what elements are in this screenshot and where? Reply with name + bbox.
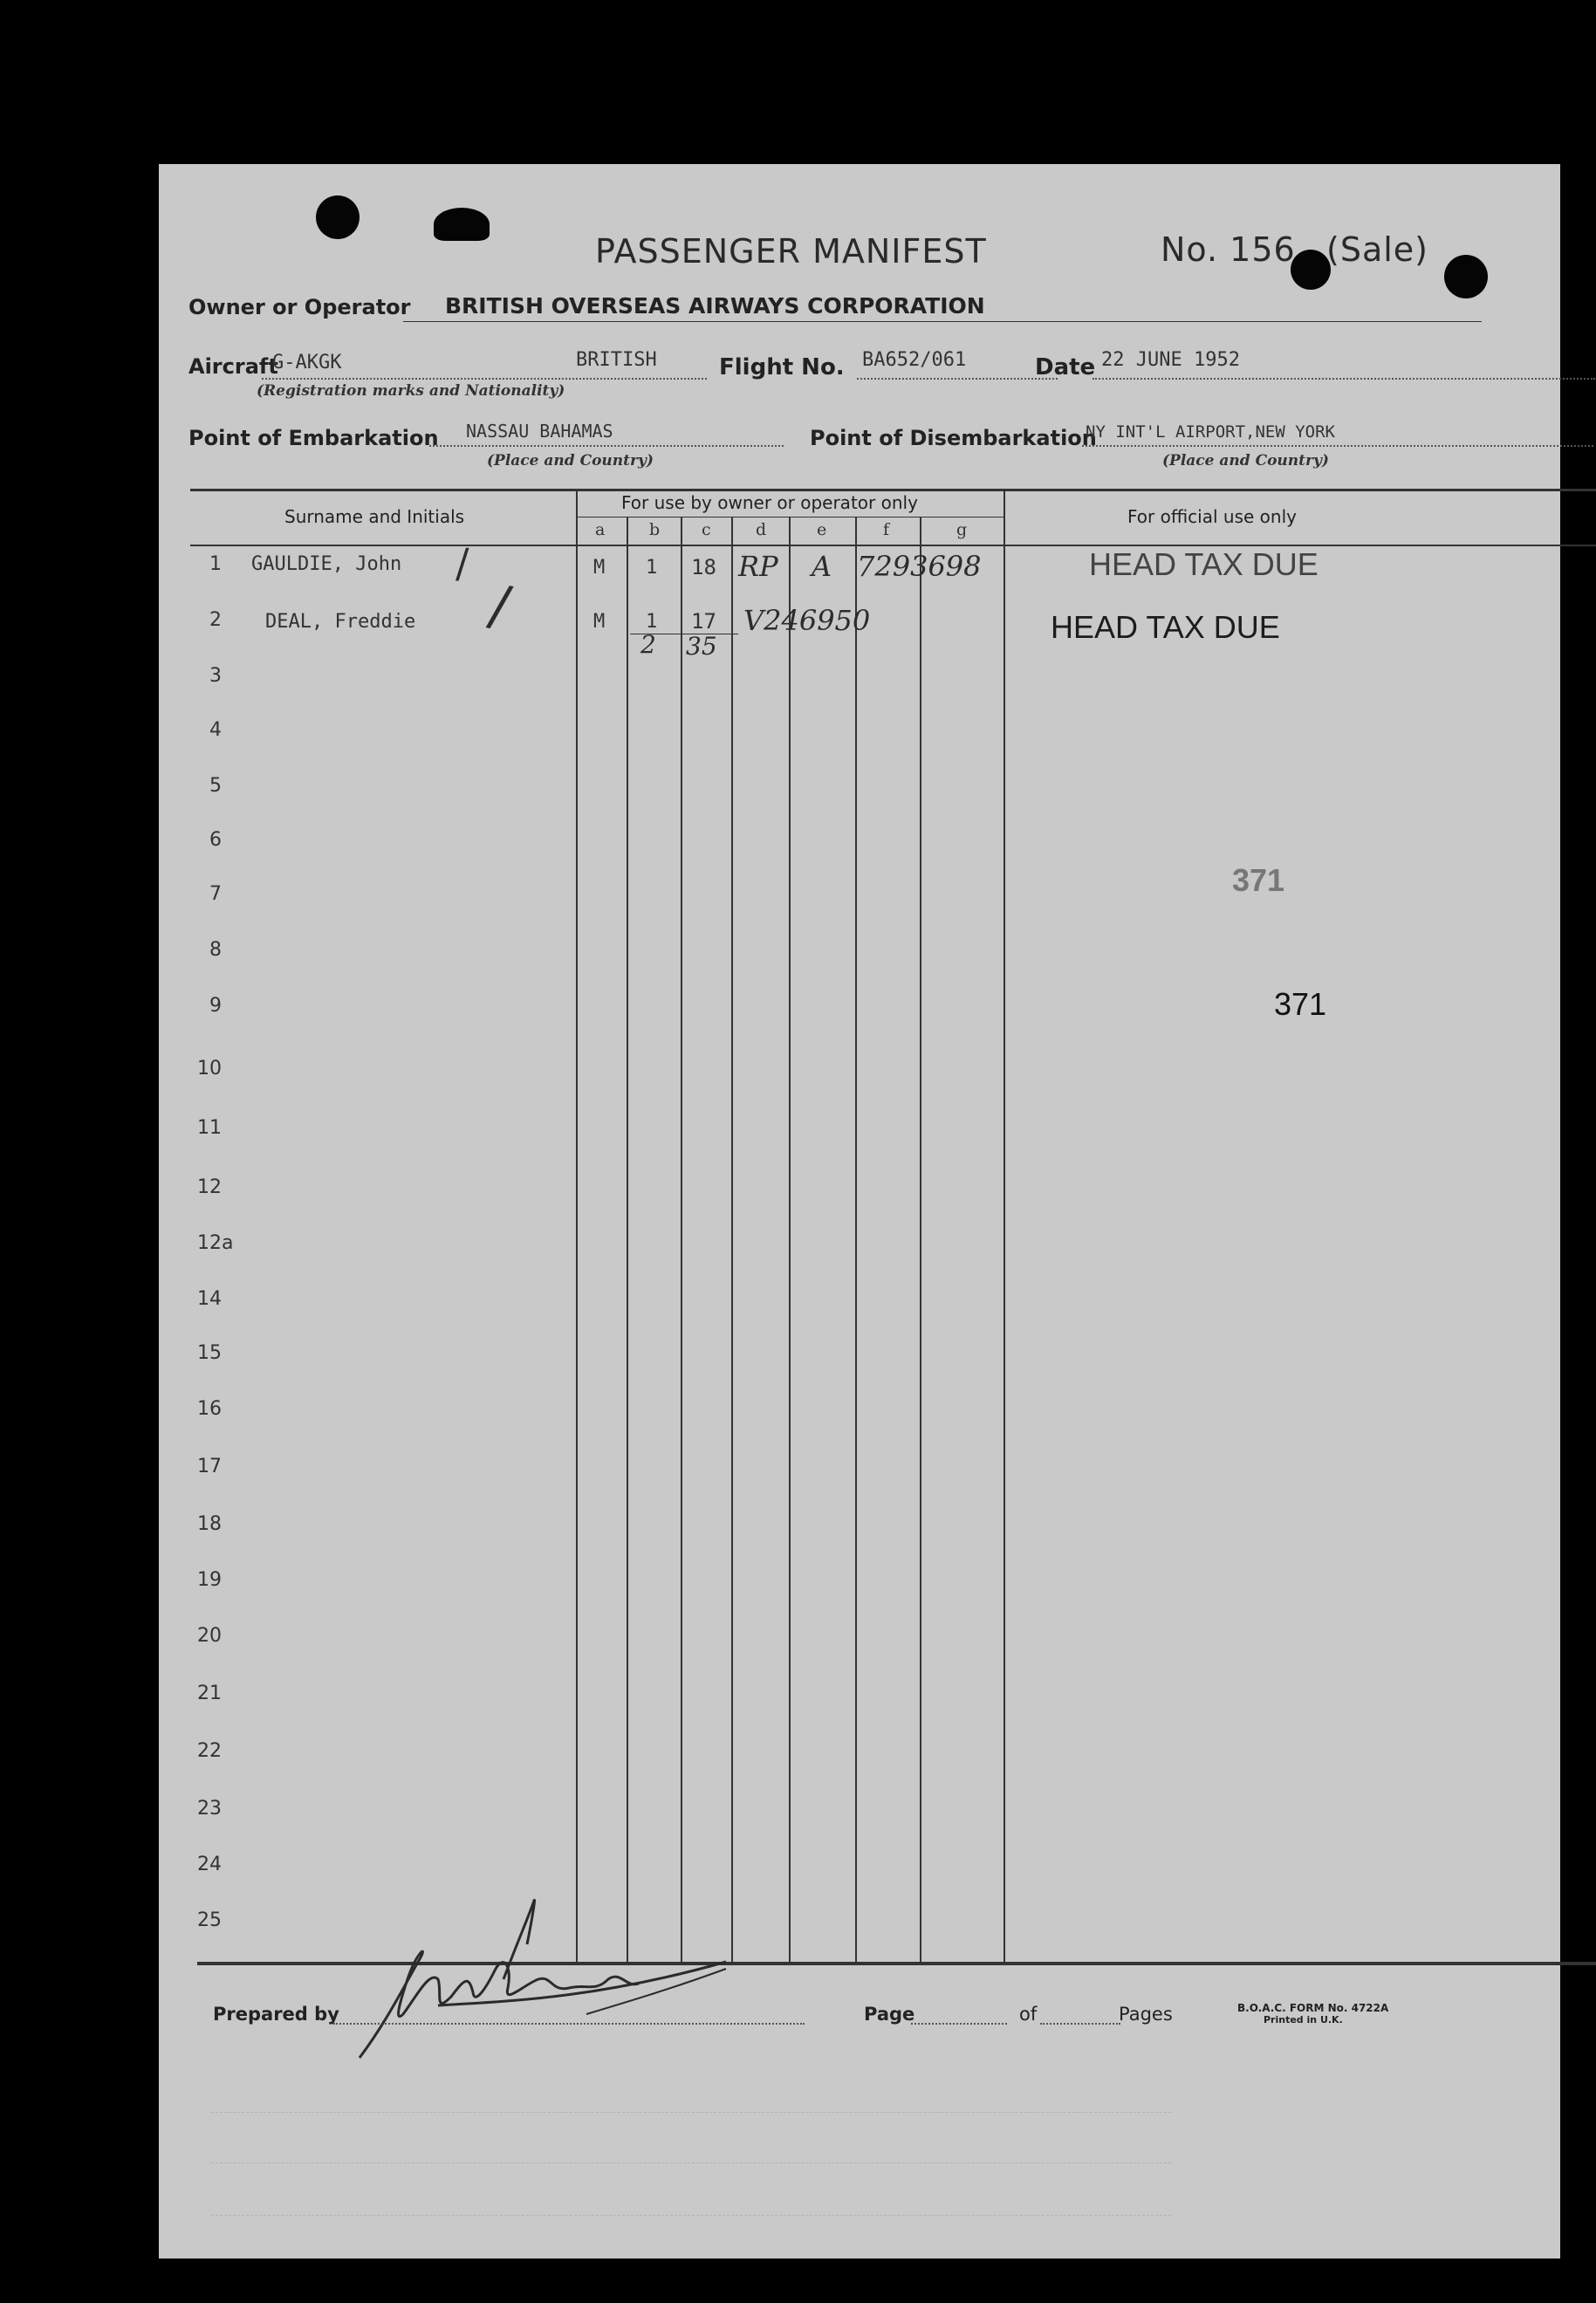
punch-hole (1291, 250, 1331, 290)
aircraft-nationality: BRITISH (576, 349, 657, 371)
row-number: 22 (197, 1740, 222, 1762)
row-number: 24 (197, 1854, 222, 1875)
row-number: 3 (209, 665, 222, 687)
official-mark: 371 (1232, 862, 1285, 898)
manifest-sheet (159, 164, 1560, 2258)
row-number: 9 (209, 995, 222, 1017)
manifest-number: No. 156 (1161, 230, 1296, 269)
passenger-sex: M (593, 557, 606, 579)
rule (1093, 378, 1595, 380)
date-value: 22 JUNE 1952 (1101, 349, 1240, 371)
official-stamp: HEAD TAX DUE (1051, 609, 1280, 645)
row-number: 14 (197, 1288, 222, 1310)
manifest-location: (Sale) (1326, 230, 1428, 269)
row-number: 5 (209, 775, 222, 797)
passenger-col-f: V246950 (743, 604, 871, 637)
check-mark: / (483, 572, 517, 641)
row-number: 15 (197, 1342, 222, 1364)
page-label: Page (864, 2004, 915, 2025)
punch-hole (316, 195, 360, 239)
passenger-col-e: A (812, 550, 832, 583)
column-rule (1003, 489, 1005, 1962)
prepared-by-label: Prepared by (213, 2004, 339, 2025)
pages-label: Pages (1119, 2004, 1173, 2025)
disembarkation-value: NY INT'L AIRPORT,NEW YORK (1086, 422, 1335, 442)
embarkation-label: Point of Embarkation (188, 426, 439, 450)
aircraft-value: G-AKGK (272, 352, 342, 374)
signature-icon (325, 1892, 743, 2067)
row-number: 8 (209, 939, 222, 961)
row-number: 23 (197, 1798, 222, 1820)
column-a-header: a (595, 520, 606, 539)
operator-value: BRITISH OVERSEAS AIRWAYS CORPORATION (445, 293, 985, 319)
column-rule (681, 517, 682, 1962)
passenger-name: DEAL, Freddie (265, 611, 416, 633)
row-number: 10 (197, 1058, 222, 1080)
column-c-header: c (702, 520, 711, 539)
punch-hole (434, 208, 490, 241)
passenger-sex: M (593, 611, 606, 633)
column-g-header: g (956, 520, 968, 539)
row-number: 18 (197, 1513, 222, 1535)
row-number: 12a (197, 1232, 234, 1254)
rule (857, 378, 1058, 380)
column-rule (789, 517, 791, 1962)
table-header-rule (190, 545, 1596, 546)
bleed-through (211, 2162, 1171, 2163)
column-rule (920, 517, 921, 1962)
row-number: 19 (197, 1569, 222, 1591)
rule (403, 321, 1482, 322)
punch-hole (1444, 255, 1488, 298)
owner-use-header: For use by owner or operator only (621, 492, 918, 513)
row-number: 6 (209, 829, 222, 851)
total-col-c: 35 (686, 632, 717, 661)
bleed-through (211, 2215, 1171, 2216)
official-stamp: HEAD TAX DUE (1089, 546, 1319, 582)
date-label: Date (1035, 354, 1096, 380)
flight-value: BA652/061 (862, 349, 967, 371)
disembarkation-note: (Place and Country) (1162, 452, 1329, 470)
passenger-col-c: 17 (691, 609, 716, 634)
column-f-header: f (883, 520, 890, 539)
official-mark: 371 (1274, 986, 1327, 1022)
operator-label: Owner or Operator (188, 295, 411, 319)
row-number: 21 (197, 1683, 222, 1704)
column-rule (627, 517, 628, 1962)
rule (1040, 2023, 1120, 2025)
flight-label: Flight No. (719, 354, 845, 380)
aircraft-note: (Registration marks and Nationality) (257, 382, 565, 400)
manifest-title: PASSENGER MANIFEST (595, 232, 987, 271)
row-number: 17 (197, 1456, 222, 1477)
row-number: 25 (197, 1909, 222, 1931)
surname-header: Surname and Initials (284, 506, 465, 527)
table-top-rule (190, 489, 1596, 491)
column-d-header: d (756, 520, 767, 539)
passenger-col-d: RP (738, 550, 778, 583)
row-number: 1 (209, 553, 222, 575)
rule (911, 2023, 1007, 2025)
row-number: 16 (197, 1398, 222, 1420)
form-printed: Printed in U.K. (1264, 2014, 1343, 2025)
passenger-col-f: 7293698 (857, 550, 982, 583)
disembarkation-label: Point of Disembarkation (810, 426, 1097, 450)
passenger-col-b: 1 (646, 557, 658, 579)
form-number: B.O.A.C. FORM No. 4722A (1237, 2002, 1389, 2014)
rule (1082, 445, 1593, 447)
row-number: 2 (209, 609, 222, 631)
check-mark: / (456, 539, 469, 586)
total-col-b: 2 (640, 630, 656, 659)
embarkation-note: (Place and Country) (487, 452, 654, 470)
passenger-col-b: 1 (646, 611, 658, 633)
passenger-col-c: 18 (691, 555, 716, 579)
passenger-name: GAULDIE, John (251, 553, 402, 575)
column-b-header: b (649, 520, 661, 539)
rule (262, 378, 707, 380)
row-number: 12 (197, 1176, 222, 1198)
embarkation-value: NASSAU BAHAMAS (466, 421, 613, 442)
column-rule (576, 489, 578, 1962)
aircraft-label: Aircraft (188, 354, 278, 379)
of-label: of (1019, 2004, 1038, 2025)
row-number: 7 (209, 883, 222, 905)
column-rule (731, 517, 733, 1962)
bleed-through (211, 2112, 1171, 2113)
official-use-header: For official use only (1127, 506, 1297, 527)
rule (429, 445, 784, 447)
column-e-header: e (817, 520, 827, 539)
row-number: 4 (209, 719, 222, 741)
row-number: 20 (197, 1625, 222, 1647)
row-number: 11 (197, 1117, 222, 1139)
column-rule (855, 517, 857, 1962)
